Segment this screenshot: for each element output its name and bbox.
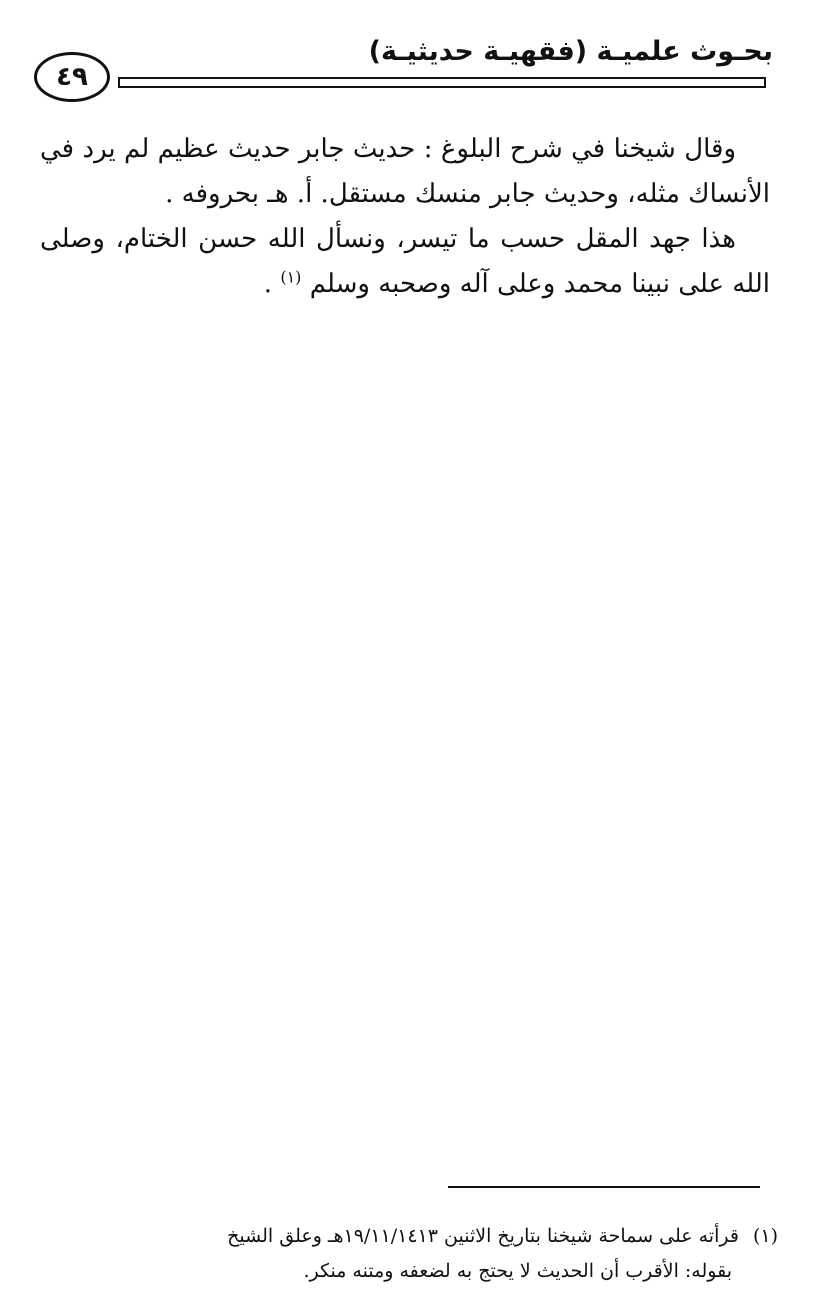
paragraph-end: .: [263, 269, 273, 299]
paragraph: وقال شيخنا في شرح البلوغ : حديث جابر حديث عظيم لم يرد في الأنساك مثله، وحديث جابر منسك مستقل. أ. هـ بحروفه .: [40, 134, 770, 209]
running-header-title: بحـوث علميـة (فقهيـة حديثيـة): [368, 36, 773, 67]
footnote: [40, 1219, 778, 1289]
header-rule: [118, 77, 766, 88]
footnote-line: قرأته على سماحة شيخنا بتاريخ الاثنين ١٩/١١/١٤١٣هـ وعلق الشيخ: [227, 1225, 739, 1247]
footnote-reference[interactable]: (١): [280, 267, 302, 287]
main-text: [40, 127, 770, 307]
page-number-label: ٤٩: [56, 62, 88, 92]
paragraph: [40, 217, 770, 307]
page-number: [34, 52, 110, 102]
footnote-line: بقوله: الأقرب أن الحديث لا يحتج به لضعفه ومتنه منكر.: [303, 1260, 732, 1282]
footnote-separator: [448, 1186, 760, 1188]
paragraph-text: هذا جهد المقل حسب ما تيسر، ونسأل الله حسن الختام، وصلى الله على نبينا محمد وعلى آله وصحبه وسلم: [40, 224, 770, 299]
footnote-number: (١): [752, 1225, 778, 1247]
